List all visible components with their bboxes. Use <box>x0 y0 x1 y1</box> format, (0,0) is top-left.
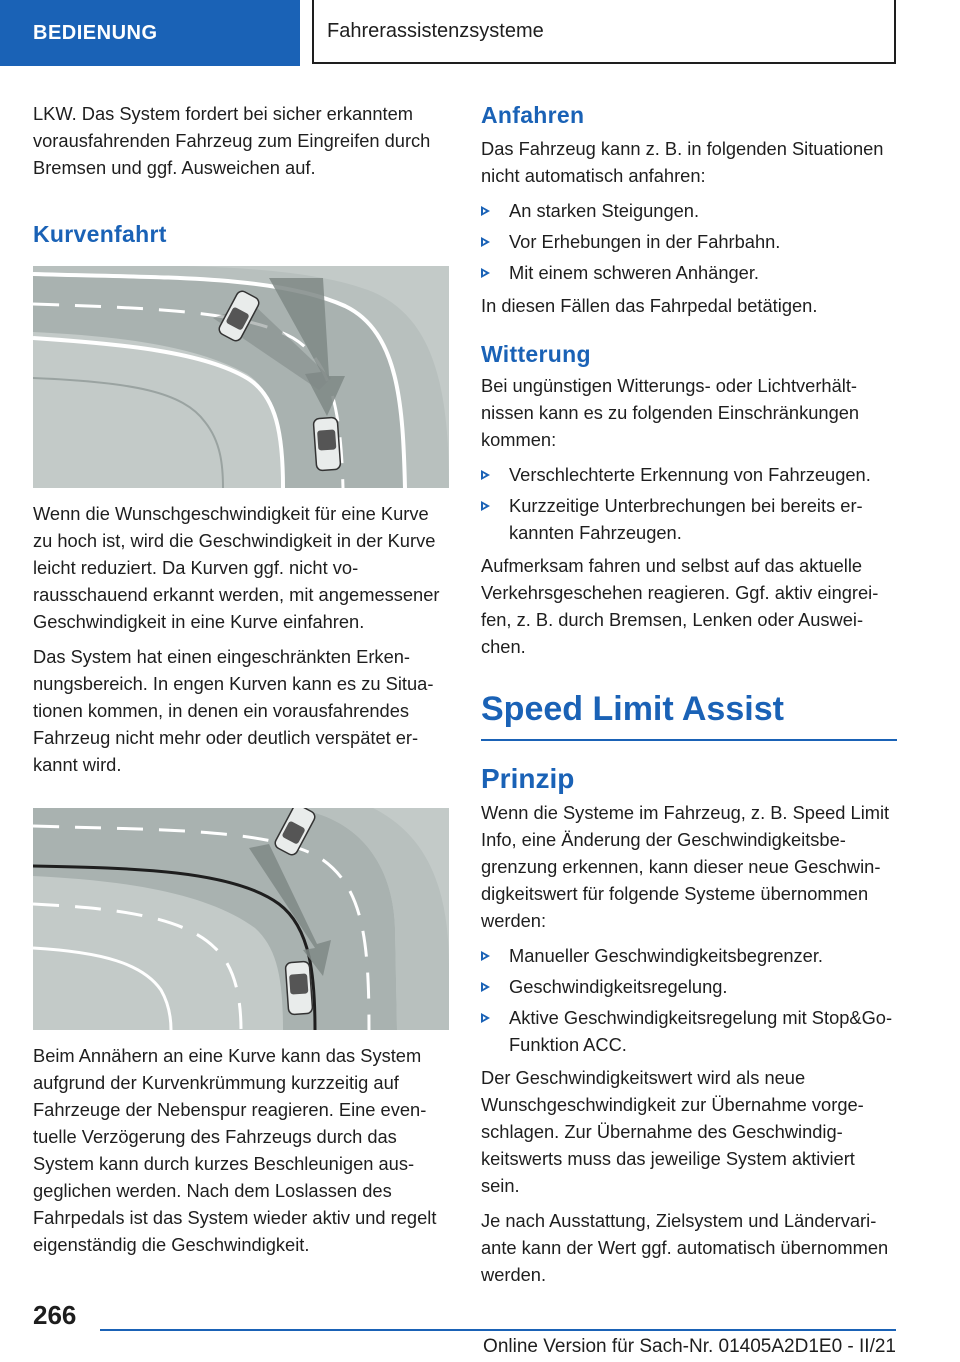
heading-start: Anfahren <box>481 102 585 128</box>
list-item: Kurzzeitige Unterbrechungen bei bereits erkannten Fahrzeugen. <box>481 492 897 546</box>
heading-weather: Witterung <box>481 341 591 367</box>
heading-curve: Kurvenfahrt <box>33 221 167 247</box>
triangle-bullet-icon <box>481 237 490 247</box>
intro-paragraph: LKW. Das System fordert bei sicher erkanntem vorausfahrenden Fahrzeug zum Eingreifen durch Bremsen und ggf. Ausweichen auf. <box>33 103 431 178</box>
weather-intro: Bei ungünstigen Witterungs- oder Lichtverhältnissen kann es zu folgenden Einschränkungen kommen: <box>481 375 860 450</box>
triangle-bullet-icon <box>481 268 490 278</box>
start-intro: Das Fahrzeug kann z. B. in folgenden Situationen nicht automatisch anfahren: <box>481 138 884 186</box>
triangle-bullet-icon <box>481 951 490 961</box>
left-column <box>33 100 449 1266</box>
principle-intro: Wenn die Systeme im Fahrzeug, z. B. Speed Limit Info, eine Änderung der Geschwindigkeitsbegrenzung erkennen, kann dieser neue Geschwindigkeitswert für folgende Systeme übernommen werden: <box>481 802 890 931</box>
triangle-bullet-icon <box>481 982 490 992</box>
curve-paragraph-2: Das System hat einen eingeschränkten Erkennungsbereich. In engen Kurven kann es zu Situationen kommen, in denen ein vorausfahrendes Fahrzeug nicht mehr oder deutlich verspätet erkannt wird. <box>33 646 434 775</box>
list-item: Verschlechterte Erkennung von Fahrzeugen. <box>481 461 897 488</box>
principle-paragraph-2: Der Geschwindigkeitswert wird als neue Wunschgeschwindigkeit zur Übernahme vorgeschlagen. Zur Übernahme des Geschwindigkeitswerts muss das jeweilige System aktiviert sein. <box>481 1067 864 1196</box>
chapter-title[interactable]: Fahrerassistenzsysteme <box>312 0 896 64</box>
footer-rule <box>100 1329 896 1331</box>
list-item: Mit einem schweren Anhänger. <box>481 259 897 286</box>
list-item: Aktive Geschwindigkeitsregelung mit Stop&Go-Funktion ACC. <box>481 1004 897 1058</box>
page-number: 266 <box>33 1300 77 1330</box>
list-item: Vor Erhebungen in der Fahrbahn. <box>481 228 897 255</box>
heading-principle: Prinzip <box>481 763 575 794</box>
start-list <box>481 197 897 286</box>
list-item: An starken Steigungen. <box>481 197 897 224</box>
section-tab[interactable]: BEDIENUNG <box>0 0 300 66</box>
triangle-bullet-icon <box>481 501 490 511</box>
list-item: Geschwindigkeitsregelung. <box>481 973 897 1000</box>
weather-list <box>481 461 897 546</box>
triangle-bullet-icon <box>481 470 490 480</box>
right-column <box>481 100 897 1296</box>
triangle-bullet-icon <box>481 206 490 216</box>
online-version-note: Online Version für Sach-Nr. 01405A2D1E0 - II/21 <box>483 1336 896 1357</box>
principle-paragraph-3: Je nach Ausstattung, Zielsystem und Ländervariante kann der Wert ggf. automatisch übernommen werden. <box>481 1210 889 1285</box>
list-item: Manueller Geschwindigkeitsbegrenzer. <box>481 942 897 969</box>
weather-outro: Aufmerksam fahren und selbst auf das aktuelle Verkehrsgeschehen reagieren. Ggf. aktiv eingreifen, z. B. durch Bremsen, Lenken oder Ausweichen. <box>481 555 879 657</box>
heading-speed-limit-assist: Speed Limit Assist <box>481 690 784 728</box>
page-header <box>0 0 960 66</box>
principle-list <box>481 942 897 1058</box>
curve-paragraph-3: Beim Annähern an eine Kurve kann das System aufgrund der Kurvenkrümmung kurzzeitig auf Fahrzeuge der Nebenspur reagieren. Eine eventuelle Verzögerung des Fahrzeugs durch das System kann durch kurzes Beschleunigen ausgeglichen werden. Nach dem Loslassen des Fahrpedals ist das System wieder aktiv und regelt eigenständig die Geschwindigkeit. <box>33 1045 437 1255</box>
triangle-bullet-icon <box>481 1013 490 1023</box>
curve-figure-2 <box>33 808 449 1030</box>
curve-figure-1 <box>33 266 449 488</box>
curve-paragraph-1: Wenn die Wunschgeschwindigkeit für eine Kurve zu hoch ist, wird die Geschwindigkeit in der Kurve leicht reduziert. Da Kurven ggf. nicht vorausschauend erkannt werden, mit angemessener Geschwindigkeit in eine Kurve einfahren. <box>33 503 440 632</box>
heading-rule <box>481 739 897 741</box>
start-outro: In diesen Fällen das Fahrpedal betätigen. <box>481 295 818 316</box>
